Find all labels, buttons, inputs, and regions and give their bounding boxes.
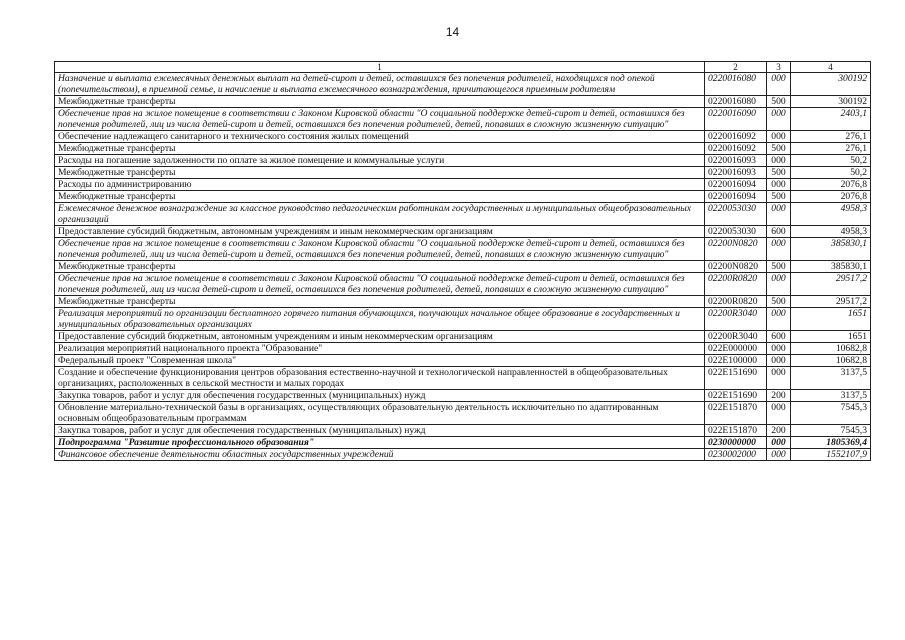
amount: 10682,8: [791, 355, 871, 367]
expense-type: 000: [767, 238, 791, 261]
amount: 29517,2: [791, 296, 871, 308]
table-row: [55, 143, 871, 155]
table-row: [55, 402, 871, 425]
expense-type: 000: [767, 203, 791, 226]
amount: 50,2: [791, 155, 871, 167]
expense-type: 000: [767, 449, 791, 461]
amount: 385830,1: [791, 261, 871, 273]
target-code: 0220016094: [705, 191, 767, 203]
item-name: Обновление материально-технической базы в организациях, осуществляющих образовательную деятельность исключительно по адаптированным основным общеобразовательным программам: [55, 402, 705, 425]
table-row: [55, 425, 871, 437]
target-code: 0220016080: [705, 96, 767, 108]
expense-type: 000: [767, 355, 791, 367]
expense-type: 000: [767, 308, 791, 331]
table-row: [55, 343, 871, 355]
item-name: Закупка товаров, работ и услуг для обеспечения государственных (муниципальных) нужд: [55, 425, 705, 437]
item-name: Реализация мероприятий национального проекта "Образование": [55, 343, 705, 355]
table-row: [55, 449, 871, 461]
table-row: [55, 261, 871, 273]
column-number-row: [55, 62, 871, 73]
expense-type: 500: [767, 191, 791, 203]
table-row: [55, 167, 871, 179]
item-name: Межбюджетные трансферты: [55, 191, 705, 203]
column-header: 4: [791, 62, 871, 73]
target-code: 0220053030: [705, 203, 767, 226]
amount: 2076,8: [791, 191, 871, 203]
expense-type: 000: [767, 367, 791, 390]
item-name: Предоставление субсидий бюджетным, автономным учреждениям и иным некоммерческим организациям: [55, 226, 705, 238]
item-name: Закупка товаров, работ и услуг для обеспечения государственных (муниципальных) нужд: [55, 390, 705, 402]
target-code: 022E151870: [705, 402, 767, 425]
amount: 300192: [791, 96, 871, 108]
table-row: [55, 308, 871, 331]
item-name: Межбюджетные трансферты: [55, 261, 705, 273]
amount: 1805369,4: [791, 437, 871, 449]
target-code: 02200R3040: [705, 331, 767, 343]
target-code: 022E100000: [705, 355, 767, 367]
expense-type: 500: [767, 143, 791, 155]
item-name: Межбюджетные трансферты: [55, 96, 705, 108]
table-body: [55, 62, 871, 461]
amount: 4958,3: [791, 226, 871, 238]
column-header: 3: [767, 62, 791, 73]
expense-type: 200: [767, 390, 791, 402]
table-row: [55, 238, 871, 261]
target-code: 0220016092: [705, 143, 767, 155]
item-name: Предоставление субсидий бюджетным, автономным учреждениям и иным некоммерческим организациям: [55, 331, 705, 343]
expense-type: 000: [767, 155, 791, 167]
page-number: 14: [445, 25, 460, 39]
target-code: 02200R0820: [705, 296, 767, 308]
target-code: 0220016094: [705, 179, 767, 191]
expense-type: 000: [767, 108, 791, 131]
target-code: 02200N0820: [705, 238, 767, 261]
item-name: Обеспечение надлежащего санитарного и технического состояния жилых помещений: [55, 131, 705, 143]
table-row: [55, 390, 871, 402]
expense-type: 000: [767, 437, 791, 449]
table-row: [55, 179, 871, 191]
amount: 1651: [791, 308, 871, 331]
target-code: 02200R3040: [705, 308, 767, 331]
target-code: 022E151690: [705, 390, 767, 402]
amount: 10682,8: [791, 343, 871, 355]
table-row: [55, 226, 871, 238]
item-name: Обеспечение прав на жилое помещение в соответствии с Законом Кировской области "О социальной поддержке детей-сирот и детей, оставшихся без попечения родителей, лиц из числа детей-сирот и детей, оставшихся без попечения родителей, детей, попавших в сложную жизненную ситуацию": [55, 273, 705, 296]
item-name: Реализация мероприятий по организации бесплатного горячего питания обучающихся, получающих начальное общее образование в государственных и муниципальных образовательных организациях: [55, 308, 705, 331]
target-code: 022E151690: [705, 367, 767, 390]
amount: 4958,3: [791, 203, 871, 226]
item-name: Межбюджетные трансферты: [55, 143, 705, 155]
expense-type: 200: [767, 425, 791, 437]
expense-type: 500: [767, 261, 791, 273]
expense-type: 000: [767, 179, 791, 191]
target-code: 0220016092: [705, 131, 767, 143]
table-row: [55, 355, 871, 367]
item-name: Расходы по администрированию: [55, 179, 705, 191]
expense-type: 000: [767, 402, 791, 425]
column-header: 2: [705, 62, 767, 73]
table-row: [55, 367, 871, 390]
amount: 3137,5: [791, 390, 871, 402]
target-code: 0230002000: [705, 449, 767, 461]
expense-type: 000: [767, 131, 791, 143]
item-name: Создание и обеспечение функционирования центров образования естественно-научной и технологической направленностей в общеобразовательных организациях, расположенных в сельской местности и малых городах: [55, 367, 705, 390]
table-row: [55, 131, 871, 143]
table-row: [55, 273, 871, 296]
item-name: Обеспечение прав на жилое помещение в соответствии с Законом Кировской области "О социальной поддержке детей-сирот и детей, оставшихся без попечения родителей, лиц из числа детей-сирот и детей, оставшихся без попечения родителей, детей, попавших в сложную жизненную ситуацию": [55, 108, 705, 131]
expense-type: 500: [767, 296, 791, 308]
amount: 276,1: [791, 131, 871, 143]
target-code: 0220016090: [705, 108, 767, 131]
amount: 276,1: [791, 143, 871, 155]
expense-type: 000: [767, 273, 791, 296]
amount: 7545,3: [791, 425, 871, 437]
table-row: [55, 155, 871, 167]
item-name: Межбюджетные трансферты: [55, 296, 705, 308]
item-name: Подпрограмма "Развитие профессионального образования": [55, 437, 705, 449]
target-code: 02200N0820: [705, 261, 767, 273]
target-code: 0220016093: [705, 155, 767, 167]
table-row: [55, 203, 871, 226]
expense-type: 600: [767, 331, 791, 343]
amount: 2403,1: [791, 108, 871, 131]
expense-type: 600: [767, 226, 791, 238]
amount: 300192: [791, 73, 871, 96]
item-name: Ежемесячное денежное вознаграждение за классное руководство педагогическим работникам государственных и муниципальных общеобразовательных организаций: [55, 203, 705, 226]
expense-type: 500: [767, 96, 791, 108]
table-row: [55, 437, 871, 449]
table-row: [55, 96, 871, 108]
item-name: Расходы на погашение задолженности по оплате за жилое помещение и коммунальные услуги: [55, 155, 705, 167]
item-name: Федеральный проект "Современная школа": [55, 355, 705, 367]
target-code: 0220053030: [705, 226, 767, 238]
table-row: [55, 331, 871, 343]
table-row: [55, 191, 871, 203]
amount: 50,2: [791, 167, 871, 179]
target-code: 0220016080: [705, 73, 767, 96]
expense-type: 000: [767, 73, 791, 96]
column-header: 1: [55, 62, 705, 73]
amount: 1552107,9: [791, 449, 871, 461]
expense-type: 500: [767, 167, 791, 179]
item-name: Назначение и выплата ежемесячных денежных выплат на детей-сирот и детей, оставшихся без попечения родителей, находящихся под опекой (попечительством), в приемной семье, и начисление и выплата ежемесячного вознаграждения, причитающегося приемным родителям: [55, 73, 705, 96]
item-name: Обеспечение прав на жилое помещение в соответствии с Законом Кировской области "О социальной поддержке детей-сирот и детей, оставшихся без попечения родителей, лиц из числа детей-сирот и детей, оставшихся без попечения родителей, детей, попавших в сложную жизненную ситуацию": [55, 238, 705, 261]
amount: 385830,1: [791, 238, 871, 261]
item-name: Межбюджетные трансферты: [55, 167, 705, 179]
budget-table: [54, 61, 871, 461]
table-row: [55, 108, 871, 131]
table-row: [55, 296, 871, 308]
target-code: 0230000000: [705, 437, 767, 449]
table-row: [55, 73, 871, 96]
amount: 1651: [791, 331, 871, 343]
expense-type: 000: [767, 343, 791, 355]
target-code: 02200R0820: [705, 273, 767, 296]
target-code: 022E151870: [705, 425, 767, 437]
target-code: 022E000000: [705, 343, 767, 355]
amount: 29517,2: [791, 273, 871, 296]
item-name: Финансовое обеспечение деятельности областных государственных учреждений: [55, 449, 705, 461]
amount: 2076,8: [791, 179, 871, 191]
amount: 7545,3: [791, 402, 871, 425]
target-code: 0220016093: [705, 167, 767, 179]
amount: 3137,5: [791, 367, 871, 390]
